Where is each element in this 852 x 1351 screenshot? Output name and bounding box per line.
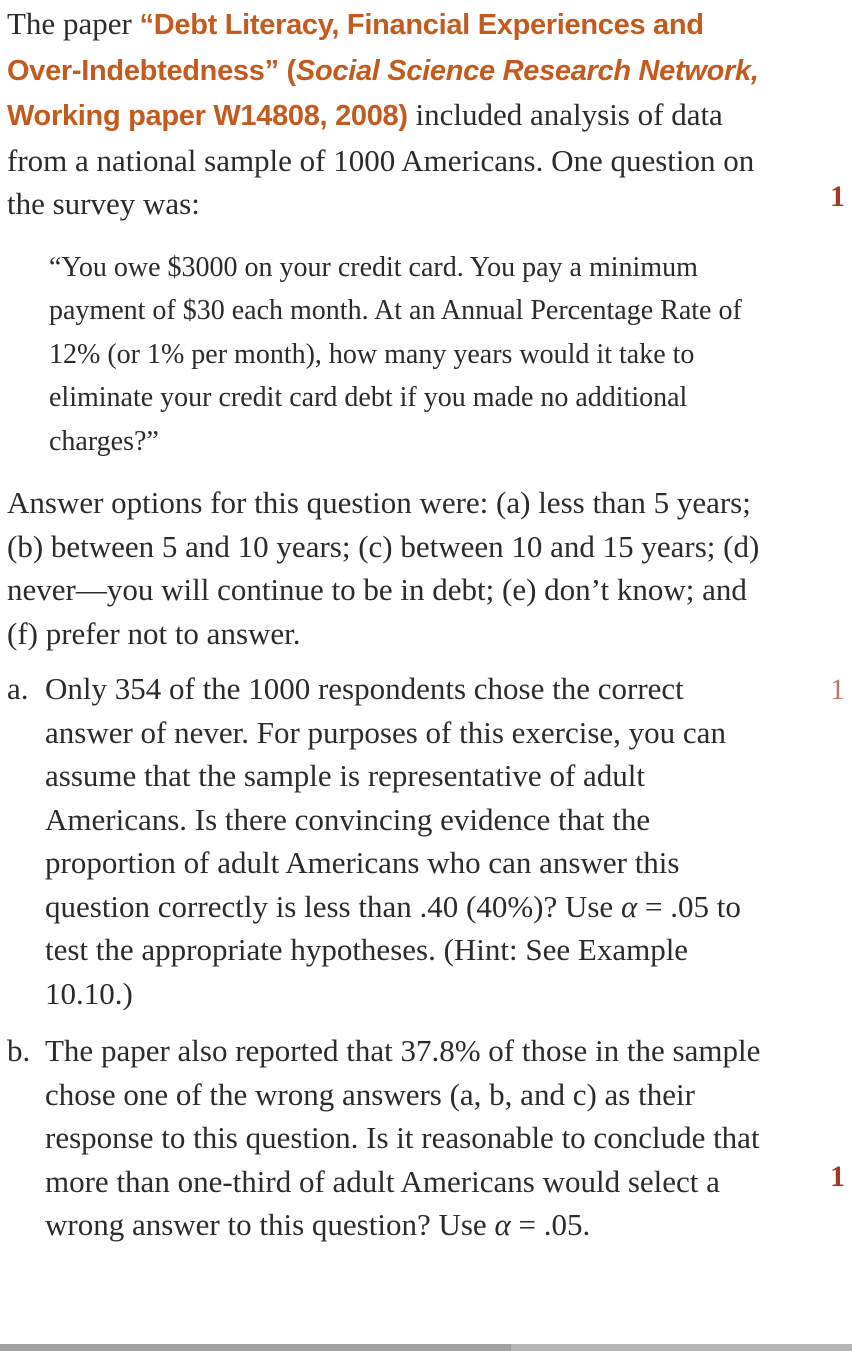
alpha-symbol: α — [620, 888, 638, 924]
margin-number-cropped: 1 — [830, 1160, 845, 1193]
intro-text-post: included analysis of data from a national sample of 1000 Americans. One question on the survey was: — [7, 97, 755, 221]
part-a-text-end: = .05 to test the appropriate hypotheses. (Hint: See Example 10.10.) — [45, 888, 741, 1011]
part-b-text-end: = .05. — [510, 1207, 591, 1242]
source-paren-open: ( — [278, 54, 296, 87]
margin-number-cropped: 1 — [830, 180, 845, 213]
exercise-column — [7, 0, 772, 1247]
margin-number-cropped: 1 — [830, 673, 845, 706]
intro-paragraph — [7, 2, 772, 226]
source-details: Working paper W14808, 2008) — [7, 100, 408, 132]
part-a-label: a. — [7, 671, 29, 706]
part-b-text: The paper also reported that 37.8% of those in the sample chose one of the wrong answers (a, b, and c) as their response to this question. Is it reasonable to conclude that more than one-third of adult Americans would select a wrong answer to this question? Use — [45, 1033, 761, 1242]
source-title: “Debt Literacy, Financial Experiences and Over-Indebtedness” — [7, 9, 704, 87]
exercise-part-b — [7, 1029, 772, 1247]
exercise-part-a — [7, 667, 772, 1015]
answer-options-paragraph: Answer options for this question were: (a) less than 5 years; (b) between 5 and 10 years; (c) between 10 and 15 years; (d) never—you will continue to be in debt; (e) don’t know; and (f) prefer not to answer. — [7, 485, 760, 651]
part-a-text: Only 354 of the 1000 respondents chose the correct answer of never. For purposes of this exercise, you can assume that the sample is representative of adult Americans. Is there convincing evidence that the proportion of adult Americans who can answer this question correctly is less than .40 (40%)? Use — [45, 671, 726, 924]
intro-text-pre: The paper — [7, 6, 140, 41]
cut-off-next-line — [0, 1344, 852, 1351]
source-publisher: Social Science Research Network, — [295, 54, 759, 87]
survey-question-quote: “You owe $3000 on your credit card. You pay a minimum payment of $30 each month. At an Annual Percentage Rate of 12% (or 1% per month), how many years would it take to eliminate your credit card debt if you made no additional charges?” — [49, 251, 742, 457]
part-b-label: b. — [7, 1033, 31, 1068]
alpha-symbol: α — [494, 1207, 511, 1242]
